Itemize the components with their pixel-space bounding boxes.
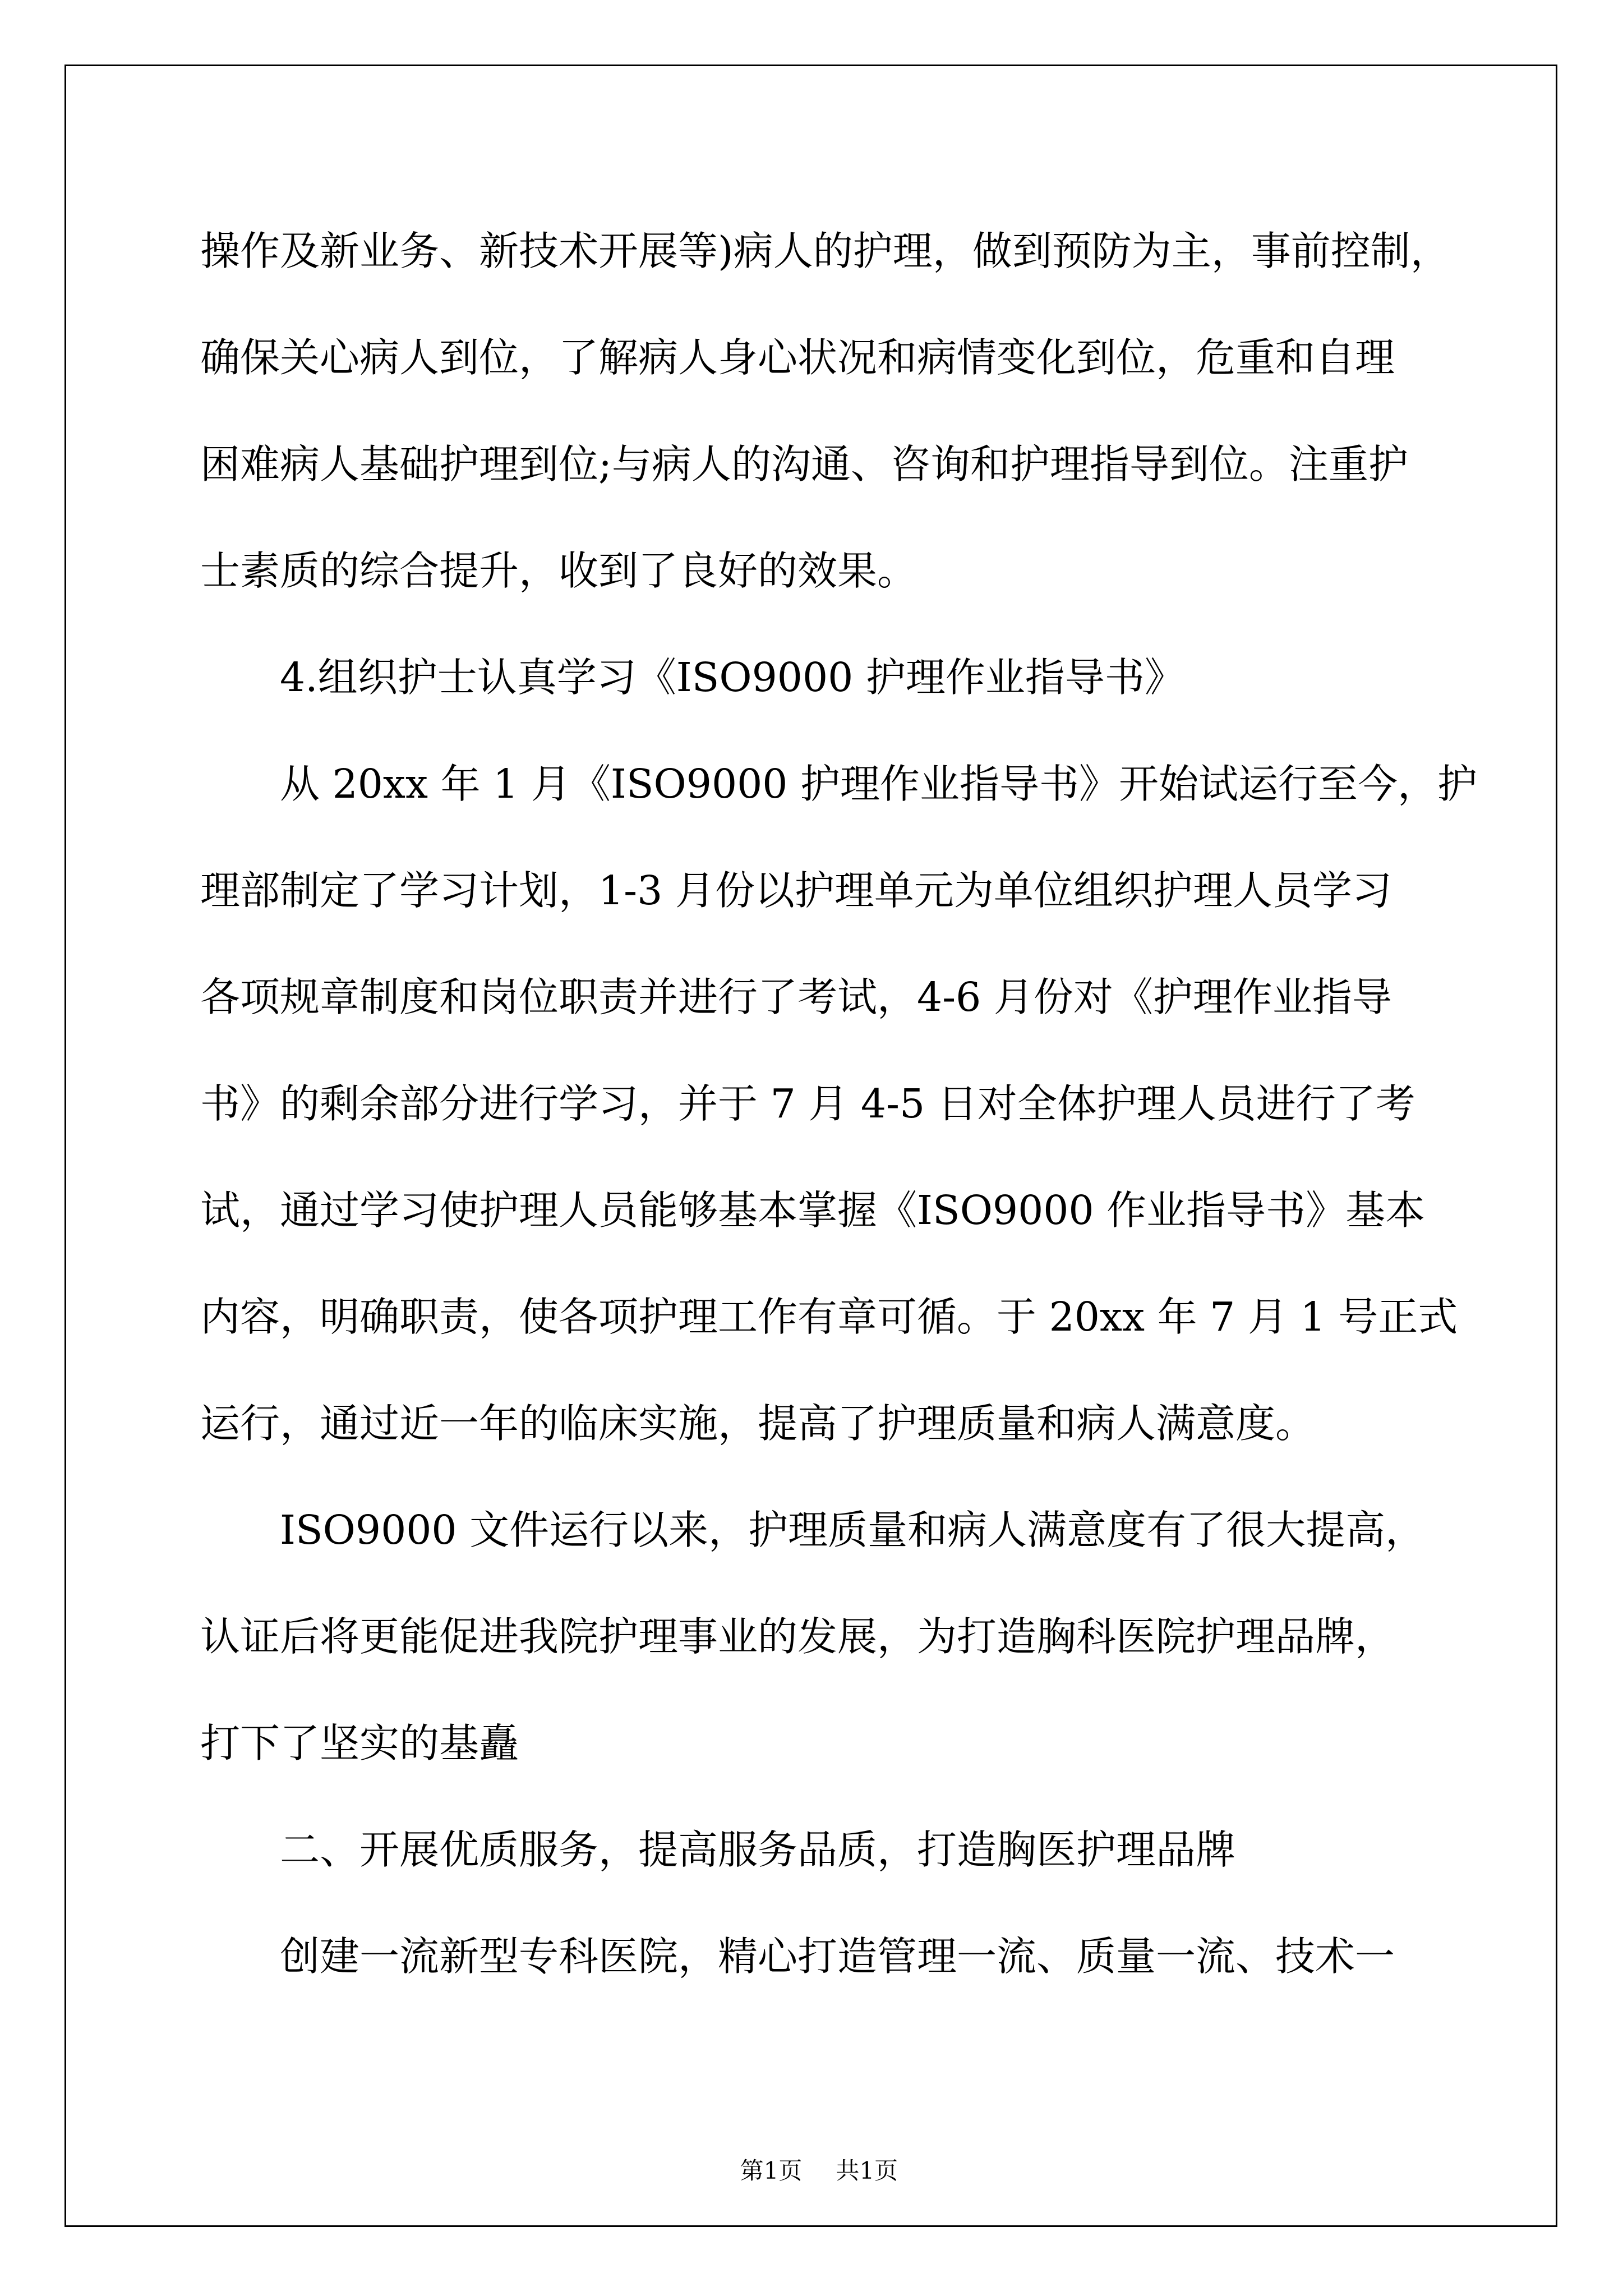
body-text-line: 认证后将更能促进我院护理事业的发展，为打造胸科医院护理品牌， [200, 1613, 1395, 1660]
section-heading-line: 二、开展优质服务，提高服务品质，打造胸医护理品牌 [280, 1826, 1236, 1873]
section-heading-line: 4.组织护士认真学习《ISO9000 护理作业指导书》 [280, 654, 1184, 701]
body-text-line: 内容，明确职责，使各项护理工作有章可循。于 20xx 年 7 月 1 号正式 [200, 1294, 1458, 1340]
body-text-line: 确保关心病人到位，了解病人身心状况和病情变化到位，危重和自理 [200, 334, 1395, 381]
current-page-number: 第1页 [740, 2157, 803, 2184]
body-text-line: 从 20xx 年 1 月《ISO9000 护理作业指导书》开始试运行至今，护 [280, 761, 1478, 807]
body-text-line: 操作及新业务、新技术开展等)病人的护理，做到预防为主，事前控制， [200, 228, 1450, 274]
total-pages: 共1页 [836, 2157, 898, 2184]
body-text-line: 创建一流新型专科医院，精心打造管理一流、质量一流、技术一 [280, 1933, 1395, 1980]
body-text-line: 书》的剩余部分进行学习，并于 7 月 4-5 日对全体护理人员进行了考 [200, 1080, 1415, 1127]
body-text-line: 理部制定了学习计划，1-3 月份以护理单元为单位组织护理人员学习 [200, 867, 1392, 914]
body-text-line: 各项规章制度和岗位职责并进行了考试，4-6 月份对《护理作业指导 [200, 974, 1392, 1020]
body-text-line: 困难病人基础护理到位;与病人的沟通、咨询和护理指导到位。注重护 [200, 441, 1408, 487]
body-text-line: 试，通过学习使护理人员能够基本掌握《ISO9000 作业指导书》基本 [200, 1187, 1426, 1234]
body-text-line: 运行，通过近一年的临床实施，提高了护理质量和病人满意度。 [200, 1400, 1316, 1447]
body-text-line: ISO9000 文件运行以来，护理质量和病人满意度有了很大提高， [280, 1507, 1426, 1553]
body-text-line: 士素质的综合提升，收到了良好的效果。 [200, 547, 917, 594]
body-text-line: 打下了坚实的基矗 [200, 1720, 519, 1766]
page-footer [0, 2124, 1623, 2184]
document-body [200, 198, 1535, 2010]
